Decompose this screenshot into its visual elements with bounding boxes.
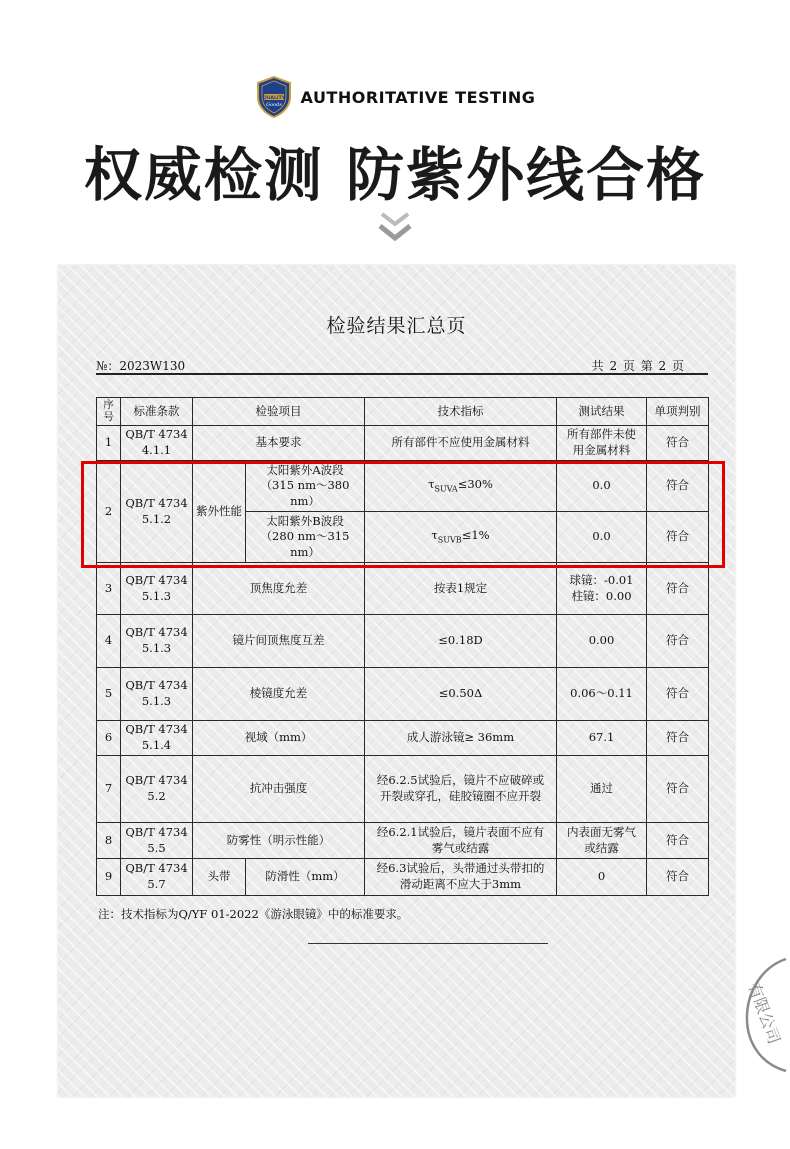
header-cell: 单项判别: [647, 398, 709, 426]
stamp-text: 有限公司: [744, 979, 784, 1047]
result-cell: 0.0: [557, 512, 647, 563]
row-number: 5: [97, 668, 121, 721]
clause-cell: QB/T 4734 5.1.3: [121, 615, 193, 668]
report-number: №：2023W130: [96, 359, 186, 373]
test-report-document: [58, 265, 784, 1097]
table-header-row: [97, 398, 709, 426]
clause-cell: QB/T 4734 5.1.2: [121, 461, 193, 563]
badge-logo-text: QUALITY: [262, 95, 285, 101]
spec-prefix: τ: [428, 476, 435, 491]
verdict-cell: 符合: [647, 756, 709, 823]
spec-cell: 成人游泳镜≥ 36mm: [365, 721, 557, 756]
spec-suffix: ≤30%: [457, 476, 493, 491]
quality-badge-icon: [255, 75, 293, 119]
result-cell: 0.06～0.11: [557, 668, 647, 721]
header-cell: 测试结果: [557, 398, 647, 426]
table-row: [97, 721, 709, 756]
result-cell: 所有部件未使 用金属材料: [557, 426, 647, 461]
clause-cell: QB/T 4734 5.1.4: [121, 721, 193, 756]
verdict-cell: 符合: [647, 615, 709, 668]
uv-highlight-box: [81, 461, 725, 568]
header-rule: [96, 373, 708, 375]
result-cell: 球镜：-0.01 柱镜：0.00: [557, 563, 647, 615]
item-cell: 太阳紫外B波段 （280 nm～315 nm）: [246, 512, 365, 563]
header-cell: 序号: [97, 398, 121, 426]
verdict-cell: 符合: [647, 461, 709, 512]
item-group-cell: 紫外性能: [193, 461, 246, 563]
item-cell: 太阳紫外A波段 （315 nm～380 nm）: [246, 461, 365, 512]
verdict-cell: 符合: [647, 563, 709, 615]
row-number: 8: [97, 823, 121, 859]
spec-prefix: τ: [431, 527, 438, 542]
badge-text: AUTHORITATIVE TESTING: [300, 87, 536, 107]
result-cell: 0.0: [557, 461, 647, 512]
badge-row: [0, 72, 790, 122]
document-title: 检验结果汇总页: [326, 315, 467, 337]
clause-cell: QB/T 4734 4.1.1: [121, 426, 193, 461]
header-cell: 标准条款: [121, 398, 193, 426]
row-number: 2: [97, 461, 121, 563]
item-cell: 基本要求: [193, 426, 365, 461]
result-cell: 通过: [557, 756, 647, 823]
header-cell: 检验项目: [193, 398, 365, 426]
item-cell: 抗冲击强度: [193, 756, 365, 823]
table-row: [97, 563, 709, 615]
clause-cell: QB/T 4734 5.5: [121, 823, 193, 859]
company-stamp: [708, 955, 788, 1075]
result-cell: 0.00: [557, 615, 647, 668]
signature-line: [308, 943, 548, 944]
item-cell: 防滑性（mm）: [246, 859, 365, 896]
spec-cell: ≤0.50Δ: [365, 668, 557, 721]
table-row: [97, 615, 709, 668]
row-number: 6: [97, 721, 121, 756]
table-row: [97, 426, 709, 461]
result-cell: 67.1: [557, 721, 647, 756]
item-cell: 棱镜度允差: [193, 668, 365, 721]
page-headline: 权威检测 防紫外线合格: [83, 141, 707, 209]
verdict-cell: 符合: [647, 823, 709, 859]
result-cell: 0: [557, 859, 647, 896]
row-number: 7: [97, 756, 121, 823]
spec-cell: ≤0.18D: [365, 615, 557, 668]
item-cell: 顶焦度允差: [193, 563, 365, 615]
verdict-cell: 符合: [647, 668, 709, 721]
table-row: [97, 756, 709, 823]
row-number: 3: [97, 563, 121, 615]
row-number: 1: [97, 426, 121, 461]
clause-cell: QB/T 4734 5.7: [121, 859, 193, 896]
spec-cell: 所有部件不应使用金属材料: [365, 426, 557, 461]
header-cell: 技术指标: [365, 398, 557, 426]
verdict-cell: 符合: [647, 512, 709, 563]
table-row: [97, 823, 709, 859]
row-number: 4: [97, 615, 121, 668]
standard-note: 注：技术指标为Q/YF 01-2022《游泳眼镜》中的标准要求。: [98, 907, 409, 921]
spec-cell: 经6.2.1试验后，镜片表面不应有 雾气或结露: [365, 823, 557, 859]
clause-cell: QB/T 4734 5.1.3: [121, 563, 193, 615]
spec-suffix: ≤1%: [461, 527, 490, 542]
item-cell: 镜片间顶焦度互差: [193, 615, 365, 668]
spec-subscript: SUVB: [437, 535, 462, 545]
result-cell: 内表面无雾气 或结露: [557, 823, 647, 859]
table-row: [97, 668, 709, 721]
spec-cell: 经6.2.5试验后，镜片不应破碎或 开裂或穿孔，硅胶镜圈不应开裂: [365, 756, 557, 823]
clause-cell: QB/T 4734 5.2: [121, 756, 193, 823]
spec-cell: 按表1规定: [365, 563, 557, 615]
clause-cell: QB/T 4734 5.1.3: [121, 668, 193, 721]
spec-cell: 经6.3试验后，头带通过头带扣的 滑动距离不应大于3mm: [365, 859, 557, 896]
item-cell: 视域（mm）: [193, 721, 365, 756]
verdict-cell: 符合: [647, 721, 709, 756]
spec-subscript: SUVA: [434, 484, 458, 494]
item-cell: 防雾性（明示性能）: [193, 823, 365, 859]
verdict-cell: 符合: [647, 859, 709, 896]
page-info: 共 2 页 第 2 页: [591, 359, 685, 373]
verdict-cell: 符合: [647, 426, 709, 461]
table-row: [97, 859, 709, 896]
svg-text:Goods: Goods: [265, 102, 282, 108]
chevron-down-icon: [376, 210, 414, 244]
row-number: 9: [97, 859, 121, 896]
item-group-cell: 头带: [193, 859, 246, 896]
